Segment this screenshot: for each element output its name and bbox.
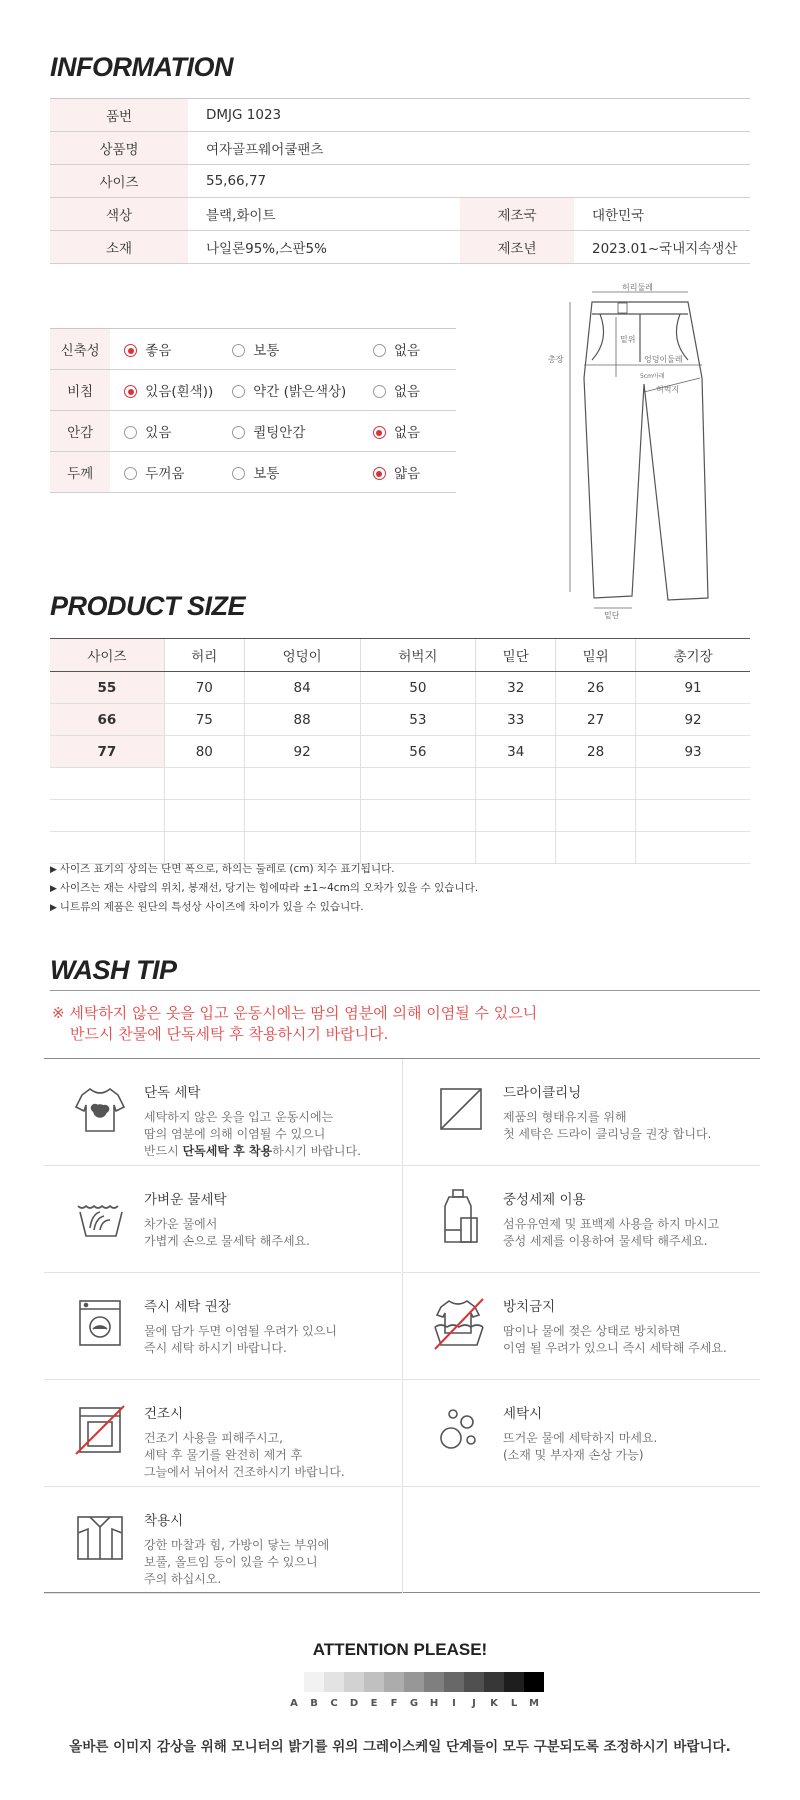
empty-cell [636, 768, 750, 800]
size-header-row [50, 639, 750, 672]
wash-item-empty [402, 1487, 760, 1593]
hip-label: 엉덩이둘레 [644, 355, 683, 364]
grayscale-letter: J [472, 1698, 476, 1709]
grayscale-letter: L [510, 1698, 518, 1709]
empty-cell [50, 832, 164, 864]
empty-cell [476, 832, 556, 864]
wash-tip-title: WASH TIP [50, 955, 177, 985]
size-note: ▶ 사이즈는 재는 사람의 위치, 봉재선, 당기는 힘에따라 ±1~4cm의 오차가 있을 수 있습니다. [50, 879, 478, 898]
option-label: 좋음 [145, 343, 172, 359]
attributes-table [50, 328, 456, 493]
grayscale-letter: G [409, 1698, 419, 1709]
empty-cell [50, 768, 164, 800]
dry-clean-icon [431, 1081, 487, 1137]
size-table [50, 638, 750, 864]
radio-checked-icon [373, 426, 386, 439]
info-value: 여자골프웨어쿨팬츠 [188, 132, 750, 165]
option-label: 보통 [253, 343, 280, 359]
radio-unchecked-icon [124, 467, 137, 480]
option-label: 없음 [393, 425, 421, 441]
table-row [50, 672, 750, 704]
size-cell: 93 [636, 736, 750, 768]
empty-cell [360, 832, 476, 864]
size-cell: 88 [244, 704, 360, 736]
information-title: INFORMATION [50, 52, 233, 82]
grayscale-swatch [344, 1672, 364, 1692]
grayscale-letter: D [349, 1698, 359, 1709]
attribute-label: 두께 [50, 452, 110, 493]
grayscale-letters [284, 1698, 544, 1709]
size-cell: 66 [50, 704, 164, 736]
attribute-option [110, 370, 218, 411]
empty-cell [244, 800, 360, 832]
size-header-cell: 허리 [164, 639, 244, 672]
divider [50, 990, 760, 991]
wash-grid [44, 1058, 760, 1593]
grayscale-swatch [524, 1672, 544, 1692]
empty-cell [636, 832, 750, 864]
radio-unchecked-icon [373, 344, 386, 357]
wash-item-desc: 땀이나 물에 젖은 상태로 방치하면 이염 될 우려가 있으니 즉시 세탁해 주세요. [503, 1324, 727, 1355]
info-label: 사이즈 [50, 165, 188, 198]
wash-item-title: 건조시 [144, 1406, 184, 1422]
size-cell: 32 [476, 672, 556, 704]
size-header-cell: 총기장 [636, 639, 750, 672]
wash-item-desc: 물에 담가 두면 이염될 우려가 있으니 즉시 세탁 하시기 바랍니다. [144, 1324, 337, 1355]
size-cell: 33 [476, 704, 556, 736]
attribute-row [50, 370, 456, 411]
product-size-title: PRODUCT SIZE [50, 591, 246, 621]
bubbles-icon [431, 1402, 487, 1458]
shirt-stain-icon [72, 1081, 128, 1137]
hem-label: 밑단 [604, 611, 620, 620]
option-label: 퀼팅안감 [253, 425, 306, 441]
info-value: 나일론95%,스판5% [188, 231, 460, 264]
warning-line: ※ 세탁하지 않은 옷을 입고 운동시에는 땀의 염분에 의해 이염될 수 있으니 [52, 1004, 538, 1022]
empty-cell [244, 768, 360, 800]
size-header-cell: 허벅지 [360, 639, 476, 672]
info-row [50, 231, 750, 264]
radio-checked-icon [124, 344, 137, 357]
grayscale-letter: A [290, 1698, 298, 1709]
no-soak-icon [431, 1295, 487, 1351]
washing-machine-icon [72, 1295, 128, 1351]
wash-item-desc: 강한 마찰과 힘, 가방이 닿는 부위에 보풀, 올트임 등이 있을 수 있으니 주의 하십시오. [144, 1538, 330, 1586]
attribute-option [359, 452, 456, 493]
empty-cell [556, 832, 636, 864]
size-cell: 77 [50, 736, 164, 768]
size-note: ▶ 사이즈 표기의 상의는 단면 폭으로, 하의는 둘레로 (cm) 치수 표기됩니다. [50, 860, 478, 879]
attribute-option [359, 329, 456, 370]
grayscale-swatch [384, 1672, 404, 1692]
grayscale-letter: I [452, 1698, 456, 1709]
wash-item [402, 1166, 760, 1273]
size-cell: 92 [636, 704, 750, 736]
size-cell: 26 [556, 672, 636, 704]
info-value: 블랙,화이트 [188, 198, 460, 231]
grayscale-swatch [364, 1672, 384, 1692]
empty-row [50, 832, 750, 864]
option-label: 없음 [393, 384, 421, 400]
empty-cell [476, 800, 556, 832]
wash-item-desc: 섬유유연제 및 표백제 사용을 하지 마시고 중성 세제를 이용하여 물세탁 해주세요. [503, 1217, 720, 1248]
empty-cell [164, 768, 244, 800]
attribute-row [50, 411, 456, 452]
empty-cell [244, 832, 360, 864]
table-row [50, 736, 750, 768]
option-label: 보통 [253, 466, 280, 482]
wash-item-title: 드라이클리닝 [503, 1085, 582, 1101]
grayscale-swatch [444, 1672, 464, 1692]
info-label: 색상 [50, 198, 188, 231]
grayscale-swatch [304, 1672, 324, 1692]
wash-item-title: 세탁시 [503, 1406, 543, 1422]
info-label: 제조년 [460, 231, 574, 264]
attribute-option [359, 370, 456, 411]
size-header-cell: 사이즈 [50, 639, 164, 672]
attribute-label: 비침 [50, 370, 110, 411]
attribute-label: 안감 [50, 411, 110, 452]
wash-item-desc: 차가운 물에서 가볍게 손으로 물세탁 해주세요. [144, 1217, 310, 1248]
grayscale-letter: C [330, 1698, 338, 1709]
grayscale-letter: K [490, 1698, 498, 1709]
grayscale-swatch [504, 1672, 524, 1692]
size-cell: 84 [244, 672, 360, 704]
attribute-option [218, 329, 359, 370]
option-label: 없음 [393, 343, 421, 359]
attention-message: 올바른 이미지 감상을 위해 모니터의 밝기를 위의 그레이스케일 단계들이 모두 구분되도록 조정하시기 바랍니다. [69, 1739, 731, 1755]
empty-cell [360, 800, 476, 832]
option-label: 두꺼움 [145, 466, 185, 482]
option-label: 약간 (밝은색상) [253, 384, 347, 400]
grayscale-letter: H [429, 1698, 439, 1709]
radio-unchecked-icon [373, 385, 386, 398]
attribute-row [50, 329, 456, 370]
info-row [50, 165, 750, 198]
radio-unchecked-icon [232, 426, 245, 439]
no-dryer-icon [72, 1402, 128, 1458]
empty-cell [556, 768, 636, 800]
size-header-cell: 밑위 [556, 639, 636, 672]
attribute-option [218, 370, 359, 411]
wash-item-title: 착용시 [144, 1513, 184, 1529]
size-cell: 92 [244, 736, 360, 768]
hand-wash-icon [72, 1188, 128, 1244]
empty-cell [556, 800, 636, 832]
radio-unchecked-icon [232, 344, 245, 357]
attribute-option [218, 452, 359, 493]
empty-cell [476, 768, 556, 800]
option-label: 있음 [145, 425, 172, 441]
thigh-label: 허벅지 [656, 385, 680, 394]
grayscale-letter: F [390, 1698, 398, 1709]
size-cell: 28 [556, 736, 636, 768]
wash-item [44, 1273, 401, 1380]
empty-cell [360, 768, 476, 800]
wash-item-title: 방치금지 [503, 1299, 556, 1315]
desc-text: 하시기 바랍니다. [272, 1144, 361, 1158]
size-cell: 75 [164, 704, 244, 736]
pants-diagram [540, 282, 720, 622]
radio-unchecked-icon [232, 385, 245, 398]
size-cell: 70 [164, 672, 244, 704]
size-cell: 91 [636, 672, 750, 704]
grayscale-swatch [284, 1672, 304, 1692]
attribute-label: 신축성 [50, 329, 110, 370]
wash-item-desc: 제품의 형태유지를 위해 첫 세탁은 드라이 클리닝을 권장 합니다. [503, 1110, 712, 1141]
empty-cell [50, 800, 164, 832]
size-cell: 56 [360, 736, 476, 768]
grayscale-swatch [404, 1672, 424, 1692]
attribute-option [110, 329, 218, 370]
info-label: 제조국 [460, 198, 574, 231]
warning-line: 반드시 찬물에 단독세탁 후 착용하시기 바랍니다. [70, 1025, 389, 1043]
size-header-cell: 엉덩이 [244, 639, 360, 672]
radio-unchecked-icon [232, 467, 245, 480]
wash-item [402, 1273, 760, 1380]
detergent-icon [431, 1188, 487, 1244]
size-cell: 34 [476, 736, 556, 768]
grayscale-swatch [464, 1672, 484, 1692]
radio-checked-icon [373, 467, 386, 480]
empty-cell [164, 832, 244, 864]
wash-item-title: 단독 세탁 [144, 1085, 201, 1101]
grayscale-letter: M [529, 1698, 539, 1709]
size-cell: 50 [360, 672, 476, 704]
empty-row [50, 768, 750, 800]
desc-text: 세탁하지 않은 옷을 입고 운동시에는 땀의 염분에 의해 이염될 수 있으니 반드시 [144, 1110, 334, 1158]
info-value: 대한민국 [574, 198, 750, 231]
wash-item-desc: 건조기 사용을 피해주시고, 세탁 후 물기를 완전히 제거 후 그늘에서 뉘어서 건조하시기 바랍니다. [144, 1431, 345, 1479]
radio-unchecked-icon [124, 426, 137, 439]
grayscale-swatch [484, 1672, 504, 1692]
grayscale-swatch [424, 1672, 444, 1692]
folded-shirt-icon [72, 1509, 128, 1565]
attribute-option [110, 452, 218, 493]
info-row [50, 198, 750, 231]
rise-label: 밑위 [620, 335, 636, 344]
information-table [50, 98, 750, 264]
attribute-row [50, 452, 456, 493]
info-value: 2023.01~국내지속생산 [574, 231, 750, 264]
wash-item-desc [144, 1109, 394, 1160]
wash-item-title: 즉시 세탁 권장 [144, 1299, 231, 1315]
wash-item [402, 1380, 760, 1487]
option-label: 있음(흰색)) [145, 384, 214, 400]
empty-cell [164, 800, 244, 832]
info-row [50, 132, 750, 165]
empty-cell [636, 800, 750, 832]
info-value: 55,66,77 [188, 165, 750, 198]
wash-item [402, 1059, 760, 1166]
grayscale-letter: E [370, 1698, 378, 1709]
info-value: DMJG 1023 [188, 99, 750, 132]
wash-item-title: 중성세제 이용 [503, 1192, 586, 1208]
desc-bold-text: 단독세탁 후 착용 [182, 1144, 273, 1158]
length-label: 총장 [548, 355, 564, 364]
attribute-option [359, 411, 456, 452]
size-cell: 27 [556, 704, 636, 736]
wash-warning [52, 1003, 537, 1045]
grayscale-letter: B [310, 1698, 318, 1709]
grayscale-swatch [324, 1672, 344, 1692]
size-cell: 80 [164, 736, 244, 768]
info-label: 상품명 [50, 132, 188, 165]
wash-item [44, 1380, 401, 1487]
wash-item-title: 가벼운 물세탁 [144, 1192, 227, 1208]
size-notes [50, 860, 478, 917]
wash-item [44, 1059, 401, 1166]
attribute-option [110, 411, 218, 452]
thigh-mark-label: 5cm아래 [640, 373, 665, 380]
wash-item [44, 1166, 401, 1273]
waist-label: 허리둘레 [622, 283, 653, 292]
grayscale-scale [284, 1672, 544, 1692]
empty-row [50, 800, 750, 832]
radio-checked-icon [124, 385, 137, 398]
info-label: 소재 [50, 231, 188, 264]
option-label: 얇음 [393, 466, 421, 482]
table-row [50, 704, 750, 736]
size-cell: 55 [50, 672, 164, 704]
size-header-cell: 밑단 [476, 639, 556, 672]
wash-item [44, 1487, 401, 1594]
wash-item-desc: 뜨거운 물에 세탁하지 마세요. (소재 및 부자재 손상 가능) [503, 1431, 658, 1462]
info-row [50, 99, 750, 132]
size-note: ▶ 니트류의 제품은 원단의 특성상 사이즈에 차이가 있을 수 있습니다. [50, 898, 478, 917]
size-cell: 53 [360, 704, 476, 736]
info-label: 품번 [50, 99, 188, 132]
attribute-option [218, 411, 359, 452]
attention-title: ATTENTION PLEASE! [312, 1640, 488, 1659]
